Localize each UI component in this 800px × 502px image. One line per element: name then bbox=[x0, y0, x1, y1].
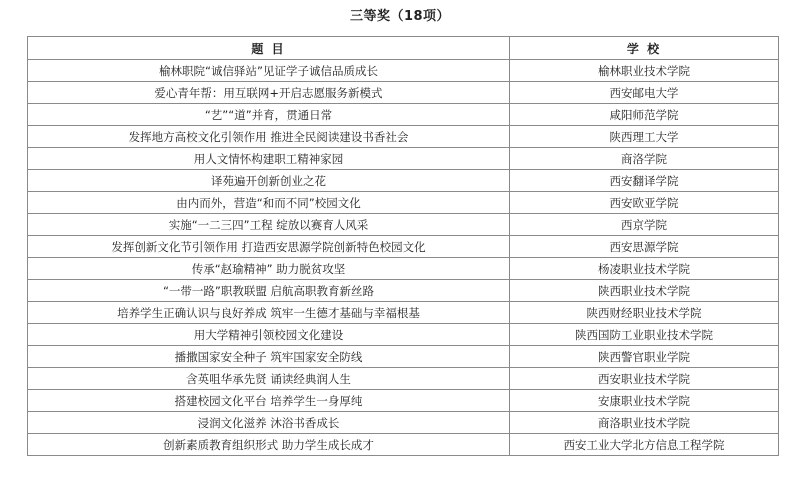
cell-school: 西安邮电大学 bbox=[510, 82, 779, 104]
cell-school: 西安翻译学院 bbox=[510, 170, 779, 192]
table-header-row bbox=[28, 37, 779, 60]
cell-title: “艺”“道”并育，贯通日常 bbox=[28, 104, 510, 126]
table-row bbox=[28, 324, 779, 346]
cell-title: 含英咀华承先贤 诵读经典润人生 bbox=[28, 368, 510, 390]
table-row bbox=[28, 170, 779, 192]
table-row bbox=[28, 126, 779, 148]
table-row bbox=[28, 280, 779, 302]
cell-title: 培养学生正确认识与良好养成 筑牢一生德才基础与幸福根基 bbox=[28, 302, 510, 324]
cell-school: 西京学院 bbox=[510, 214, 779, 236]
table-row bbox=[28, 412, 779, 434]
cell-title: 用人文情怀构建职工精神家园 bbox=[28, 148, 510, 170]
cell-school: 陕西国防工业职业技术学院 bbox=[510, 324, 779, 346]
cell-title: 浸润文化滋养 沐浴书香成长 bbox=[28, 412, 510, 434]
cell-school: 西安职业技术学院 bbox=[510, 368, 779, 390]
cell-school: 西安工业大学北方信息工程学院 bbox=[510, 434, 779, 456]
table-row bbox=[28, 60, 779, 82]
cell-title: 译苑遍开创新创业之花 bbox=[28, 170, 510, 192]
table-row bbox=[28, 302, 779, 324]
cell-title: 由内而外，营造“和而不同”校园文化 bbox=[28, 192, 510, 214]
cell-title: 发挥创新文化节引领作用 打造西安思源学院创新特色校园文化 bbox=[28, 236, 510, 258]
cell-title: “一带一路”职教联盟 启航高职教育新丝路 bbox=[28, 280, 510, 302]
table-row bbox=[28, 368, 779, 390]
header-title: 题 目 bbox=[28, 37, 510, 60]
table-row bbox=[28, 434, 779, 456]
table-row bbox=[28, 148, 779, 170]
cell-school: 陕西财经职业技术学院 bbox=[510, 302, 779, 324]
table-body bbox=[28, 60, 779, 456]
table-row bbox=[28, 214, 779, 236]
cell-school: 西安欧亚学院 bbox=[510, 192, 779, 214]
table-row bbox=[28, 390, 779, 412]
cell-school: 榆林职业技术学院 bbox=[510, 60, 779, 82]
cell-title: 搭建校园文化平台 培养学生一身厚纯 bbox=[28, 390, 510, 412]
awards-table bbox=[27, 36, 779, 456]
cell-title: 传承“赵瑜精神” 助力脱贫攻坚 bbox=[28, 258, 510, 280]
cell-school: 陕西理工大学 bbox=[510, 126, 779, 148]
cell-title: 实施“一二三四”工程 绽放以赛育人风采 bbox=[28, 214, 510, 236]
cell-school: 西安思源学院 bbox=[510, 236, 779, 258]
table-row bbox=[28, 258, 779, 280]
cell-school: 陕西警官职业学院 bbox=[510, 346, 779, 368]
table-row bbox=[28, 82, 779, 104]
table-row bbox=[28, 346, 779, 368]
cell-title: 用大学精神引领校园文化建设 bbox=[28, 324, 510, 346]
header-school: 学 校 bbox=[510, 37, 779, 60]
cell-title: 爱心青年帮：用互联网+开启志愿服务新模式 bbox=[28, 82, 510, 104]
award-caption: 三等奖（18项） bbox=[349, 9, 451, 24]
cell-school: 商洛职业技术学院 bbox=[510, 412, 779, 434]
table-row bbox=[28, 192, 779, 214]
cell-school: 杨凌职业技术学院 bbox=[510, 258, 779, 280]
cell-title: 发挥地方高校文化引领作用 推进全民阅读建设书香社会 bbox=[28, 126, 510, 148]
cell-title: 播撒国家安全种子 筑牢国家安全防线 bbox=[28, 346, 510, 368]
cell-title: 创新素质教育组织形式 助力学生成长成才 bbox=[28, 434, 510, 456]
cell-school: 陕西职业技术学院 bbox=[510, 280, 779, 302]
table-row bbox=[28, 104, 779, 126]
cell-school: 商洛学院 bbox=[510, 148, 779, 170]
cell-school: 咸阳师范学院 bbox=[510, 104, 779, 126]
cell-title: 榆林职院“诚信驿站”见证学子诚信品质成长 bbox=[28, 60, 510, 82]
table-row bbox=[28, 236, 779, 258]
cell-school: 安康职业技术学院 bbox=[510, 390, 779, 412]
